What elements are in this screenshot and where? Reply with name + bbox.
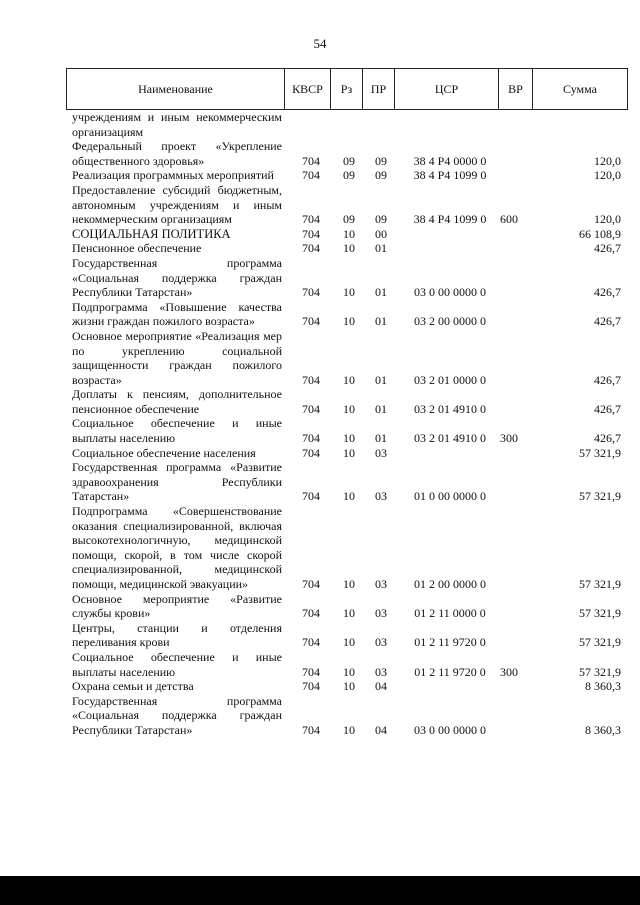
row-sum: 57 321,9 [579, 606, 621, 621]
row-kvsr: 704 [302, 577, 320, 591]
row-kvsr: 704 [302, 606, 320, 621]
table-row [66, 300, 627, 329]
row-sum: 57 321,9 [579, 577, 621, 591]
row-csr: 38 4 P4 1099 0 [413, 168, 487, 183]
row-name: Государственная программа «Социальная поддержка граждан Республики Татарстан» [72, 693, 282, 737]
row-rz: 10 [343, 577, 355, 591]
table-row [66, 650, 627, 679]
row-kvsr: 704 [302, 489, 320, 504]
row-pr: 03 [375, 635, 387, 650]
table-row [66, 110, 627, 139]
table-row [66, 139, 627, 168]
row-kvsr: 704 [302, 372, 320, 387]
row-csr: 01 2 11 0000 0 [414, 606, 486, 621]
row-pr: 03 [375, 664, 387, 679]
row-pr: 03 [375, 606, 387, 621]
row-name: Социальное обеспечение и иные выплаты населению [72, 649, 282, 679]
row-csr: 03 2 01 0000 0 [414, 372, 486, 387]
row-rz: 10 [343, 226, 355, 241]
row-pr: 09 [375, 153, 387, 168]
row-name: Реализация программных мероприятий [72, 168, 274, 183]
row-name: Основное мероприятие «Реализация мер по укреплению социальной защищенности граждан пожилого возраста» [72, 328, 282, 387]
row-sum: 57 321,9 [579, 489, 621, 504]
row-sum: 8 360,3 [585, 679, 621, 694]
row-sum: 426,7 [594, 241, 621, 256]
row-rz: 10 [343, 635, 355, 650]
row-rz: 10 [343, 664, 355, 679]
row-name: Пенсионное обеспечение [72, 241, 202, 256]
row-rz: 09 [343, 212, 355, 227]
table-row [66, 504, 627, 592]
row-vr: 300 [500, 664, 518, 679]
row-name: СОЦИАЛЬНАЯ ПОЛИТИКА [72, 226, 231, 241]
row-pr: 03 [375, 445, 387, 460]
row-kvsr: 704 [302, 241, 320, 256]
row-sum: 8 360,3 [585, 722, 621, 737]
row-kvsr: 704 [302, 212, 320, 227]
row-name: Подпрограмма «Повышение качества жизни граждан пожилого возраста» [72, 299, 282, 329]
row-csr: 38 4 P4 1099 0 [413, 212, 487, 227]
row-vr: 300 [500, 431, 518, 446]
row-kvsr: 704 [302, 722, 320, 737]
row-csr: 03 2 01 4910 0 [414, 401, 486, 416]
row-pr: 01 [375, 241, 387, 256]
column-header-rz: Рз [331, 69, 363, 110]
row-name: Предоставление субсидий бюджетным, автономным учреждениям и иным некоммерческим организациям [72, 182, 282, 227]
row-kvsr: 704 [302, 314, 320, 329]
row-kvsr: 704 [302, 664, 320, 679]
row-pr: 01 [375, 372, 387, 387]
row-kvsr: 704 [302, 635, 320, 650]
row-kvsr: 704 [302, 226, 320, 241]
row-csr: 03 0 00 0000 0 [414, 722, 486, 737]
table-row [66, 416, 627, 445]
row-name: учреждениям и иным некоммерческим организациям [72, 110, 282, 139]
row-kvsr: 704 [302, 401, 320, 416]
row-pr: 04 [375, 722, 387, 737]
row-name: Государственная программа «Социальная поддержка граждан Республики Татарстан» [72, 255, 282, 300]
row-sum: 66 108,9 [579, 226, 621, 241]
table-row [66, 446, 627, 461]
row-rz: 10 [343, 606, 355, 621]
row-name: Социальное обеспечение населения [72, 445, 256, 460]
row-sum: 120,0 [594, 153, 621, 168]
row-name: Доплаты к пенсиям, дополнительное пенсионное обеспечение [72, 387, 282, 416]
row-sum: 57 321,9 [579, 445, 621, 460]
table-row [66, 460, 627, 504]
row-csr: 03 0 00 0000 0 [414, 285, 486, 300]
row-kvsr: 704 [302, 431, 320, 446]
row-rz: 10 [343, 241, 355, 256]
table-row [66, 227, 627, 242]
row-name: Государственная программа «Развитие здравоохранения Республики Татарстан» [72, 460, 282, 504]
column-header-name: Наименование [67, 69, 285, 110]
row-kvsr: 704 [302, 153, 320, 168]
scan-bottom-border [0, 876, 640, 905]
row-rz: 09 [343, 168, 355, 183]
row-name: Федеральный проект «Укрепление общественного здоровья» [72, 139, 282, 168]
row-pr: 04 [375, 679, 387, 694]
row-rz: 10 [343, 285, 355, 300]
page-number: 54 [313, 36, 327, 51]
row-vr: 600 [500, 212, 518, 227]
row-pr: 09 [375, 212, 387, 227]
row-sum: 426,7 [594, 314, 621, 329]
table-row [66, 256, 627, 300]
row-rz: 10 [343, 431, 355, 446]
row-rz: 10 [343, 445, 355, 460]
row-kvsr: 704 [302, 168, 320, 183]
row-kvsr: 704 [302, 445, 320, 460]
row-rz: 10 [343, 401, 355, 416]
column-header-pr: ПР [363, 69, 395, 110]
row-rz: 09 [343, 153, 355, 168]
row-pr: 01 [375, 431, 387, 446]
row-pr: 09 [375, 168, 387, 183]
table-header [66, 68, 628, 110]
table-row [66, 329, 627, 387]
row-rz: 10 [343, 722, 355, 737]
row-sum: 426,7 [594, 285, 621, 300]
row-pr: 00 [375, 226, 387, 241]
column-header-kvsr: КВСР [285, 69, 331, 110]
row-sum: 120,0 [594, 168, 621, 183]
table-row [66, 241, 627, 256]
table-row [66, 694, 627, 738]
row-csr: 01 2 11 9720 0 [414, 635, 486, 650]
row-name: Центры, станции и отделения переливания крови [72, 620, 282, 650]
table-row [66, 592, 627, 621]
row-sum: 120,0 [594, 212, 621, 227]
row-sum: 426,7 [594, 372, 621, 387]
row-csr: 01 0 00 0000 0 [414, 489, 486, 504]
table-row [66, 168, 627, 183]
row-kvsr: 704 [302, 679, 320, 694]
row-csr: 03 2 00 0000 0 [414, 314, 486, 329]
column-header-csr: ЦСР [395, 69, 499, 110]
row-sum: 426,7 [594, 401, 621, 416]
table-row [66, 387, 627, 416]
column-header-sum: Сумма [533, 69, 628, 110]
row-csr: 03 2 01 4910 0 [414, 431, 486, 446]
row-name: Основное мероприятие «Развитие службы крови» [72, 591, 282, 621]
budget-table-body [66, 110, 627, 738]
row-pr: 03 [375, 489, 387, 504]
row-name: Подпрограмма «Совершенствование оказания специализированной, включая высокотехнологичную, медицинской помощи, скорой, в том числе скорой специализированной, медицинской помощи, медицинской эвакуации» [72, 504, 282, 591]
row-kvsr: 704 [302, 285, 320, 300]
table-row [66, 679, 627, 694]
row-rz: 10 [343, 489, 355, 504]
row-rz: 10 [343, 679, 355, 694]
row-pr: 03 [375, 577, 387, 591]
table-row [66, 183, 627, 227]
row-rz: 10 [343, 372, 355, 387]
column-header-vr: ВР [499, 69, 533, 110]
row-sum: 57 321,9 [579, 664, 621, 679]
row-name: Социальное обеспечение и иные выплаты населению [72, 416, 282, 446]
row-csr: 01 2 00 0000 0 [414, 577, 486, 591]
table-row [66, 621, 627, 650]
row-sum: 426,7 [594, 431, 621, 446]
row-pr: 01 [375, 314, 387, 329]
row-sum: 57 321,9 [579, 635, 621, 650]
row-csr: 01 2 11 9720 0 [414, 664, 486, 679]
row-rz: 10 [343, 314, 355, 329]
row-pr: 01 [375, 401, 387, 416]
row-csr: 38 4 P4 0000 0 [413, 153, 487, 168]
row-name: Охрана семьи и детства [72, 679, 194, 694]
row-pr: 01 [375, 285, 387, 300]
